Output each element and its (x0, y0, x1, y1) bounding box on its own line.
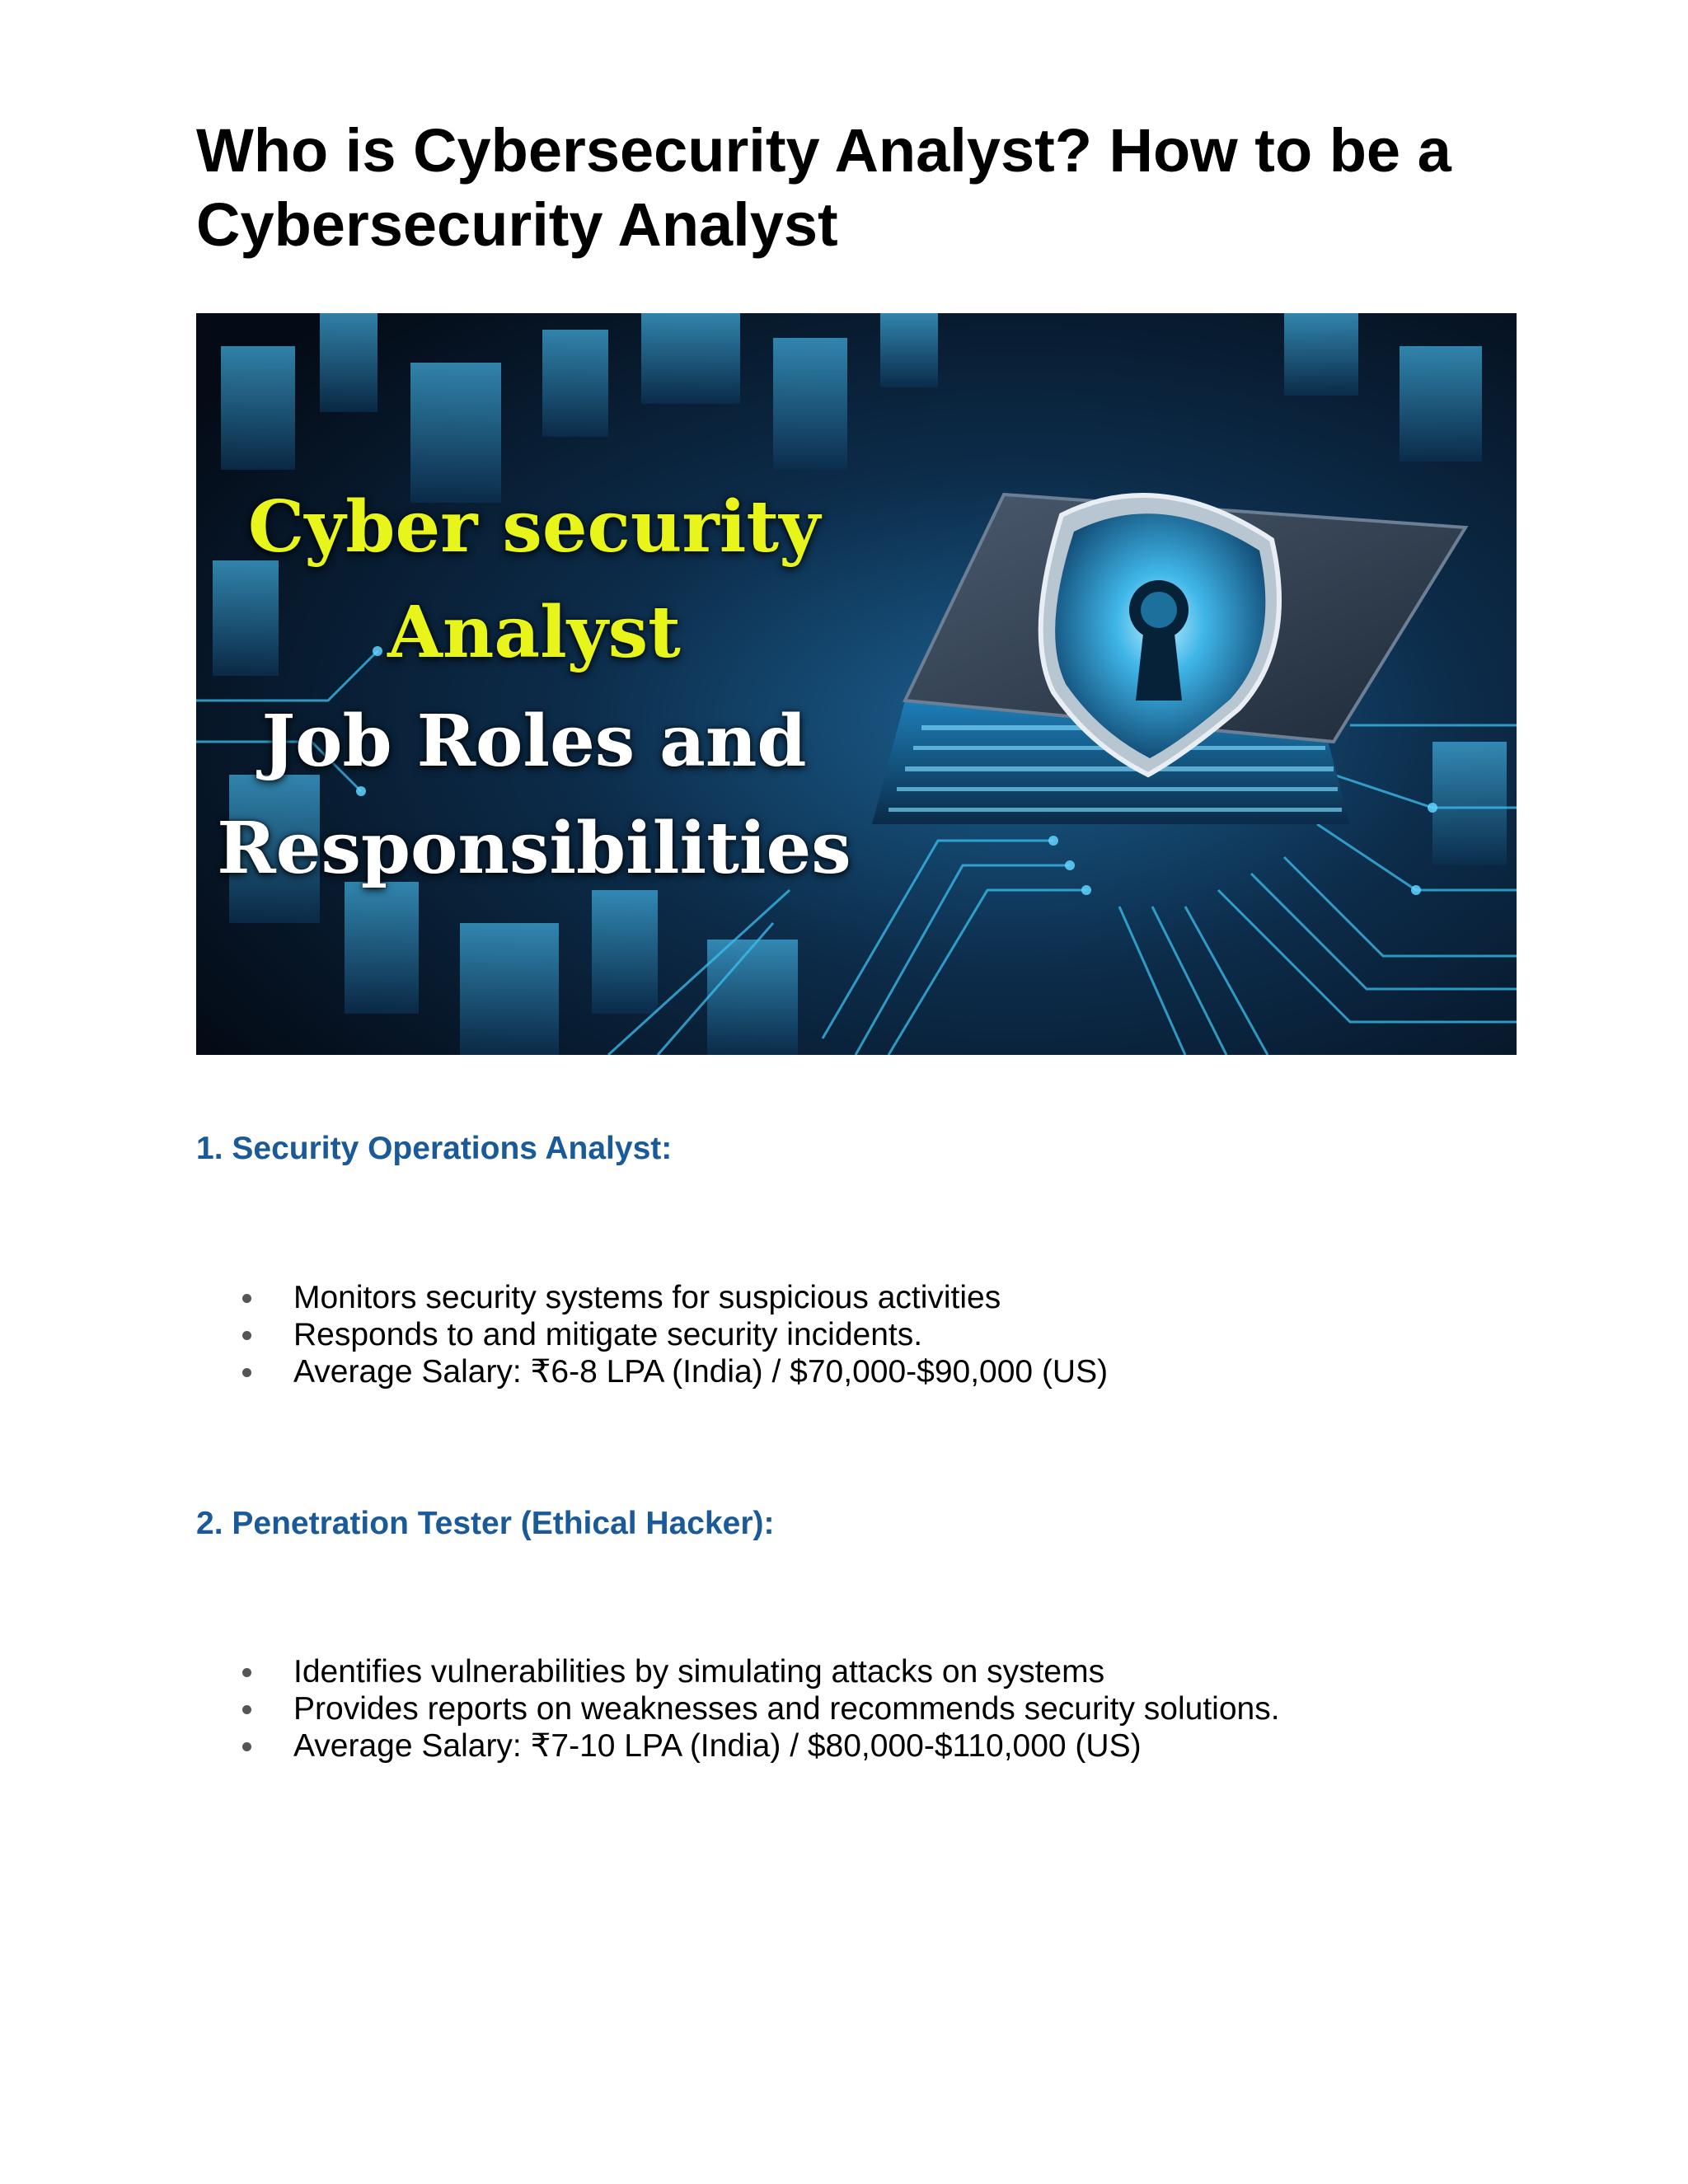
list-item (196, 1653, 1280, 1690)
list-item (196, 1353, 1108, 1390)
list-item (196, 1316, 1108, 1353)
hero-title-line-4: Responsibilities (217, 807, 851, 890)
hero-title-line-2: Analyst (387, 591, 681, 674)
bullet-icon (242, 1368, 251, 1377)
list-item-text: Average Salary: ₹7-10 LPA (India) / $80,000-$110,000 (US) (293, 1728, 1142, 1764)
section-heading-penetration-tester: 2. Penetration Tester (Ethical Hacker): (196, 1506, 775, 1541)
bullet-icon (242, 1742, 251, 1751)
hero-title-line-1: Cyber security (247, 485, 821, 569)
list-item-text: Responds to and mitigate security incidents. (293, 1317, 923, 1352)
bullet-icon (242, 1331, 251, 1340)
list-item-text: Provides reports on weaknesses and recommends security solutions. (293, 1691, 1280, 1727)
list-item (196, 1727, 1280, 1765)
bullet-icon (242, 1668, 251, 1677)
list-item-text: Identifies vulnerabilities by simulating attacks on systems (293, 1654, 1105, 1690)
page-title: Who is Cybersecurity Analyst? How to be a Cybersecurity Analyst (196, 116, 1451, 259)
bullet-icon (242, 1294, 251, 1303)
security-operations-analyst-list (196, 1279, 1108, 1390)
list-item (196, 1690, 1280, 1727)
list-item-text: Monitors security systems for suspicious activities (293, 1280, 1001, 1315)
hero-image (196, 313, 1517, 1055)
list-item-text: Average Salary: ₹6-8 LPA (India) / $70,000-$90,000 (US) (293, 1354, 1109, 1390)
section-heading-security-operations-analyst: 1. Security Operations Analyst: (196, 1131, 673, 1166)
list-item (196, 1279, 1108, 1316)
bullet-icon (242, 1705, 251, 1714)
hero-title-line-3: Job Roles and (261, 700, 807, 783)
penetration-tester-list (196, 1653, 1280, 1765)
